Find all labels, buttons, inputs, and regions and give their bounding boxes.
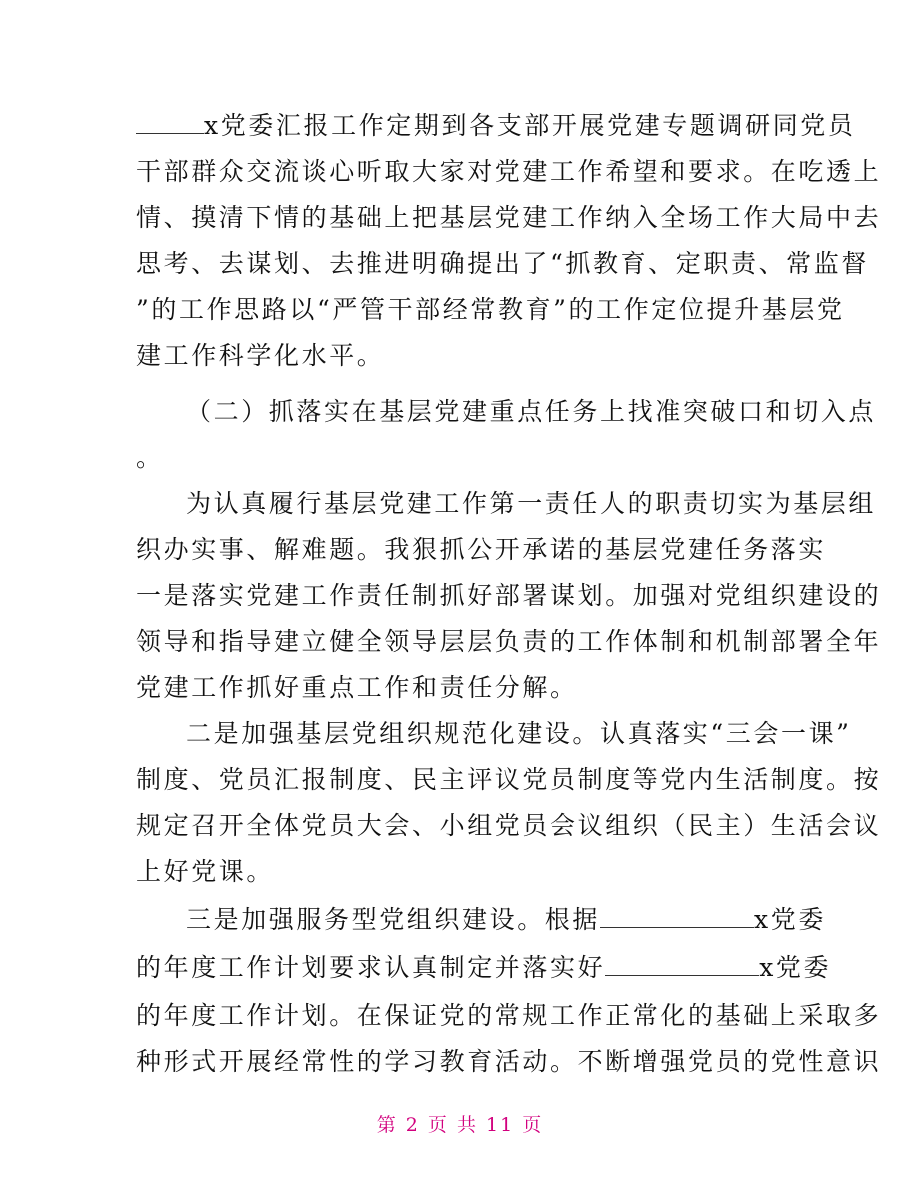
text-line-1: x党委汇报工作定期到各支部开展党建专题调研同党员 — [136, 104, 786, 148]
text-line-3: 情、摸清下情的基础上把基层党建工作纳入全场工作大局中去 — [136, 203, 882, 232]
text-line-6: 建工作科学化水平。 — [136, 341, 385, 370]
text-line-11: 一是落实党建工作责任制抓好部署谋划。加强对党组织建设的 — [136, 581, 882, 610]
text-line-20: 的年度工作计划。在保证党的常规工作正常化的基础上采取多 — [136, 1001, 882, 1030]
text-line-9: 为认真履行基层党建工作第一责任人的职责切实为基层组 — [186, 489, 877, 518]
text-line-4: 思考、去谋划、去推进明确提出了“抓教育、定职责、常监督 — [136, 249, 869, 278]
text-line-17: 上好党课。 — [136, 857, 275, 886]
text-line-16: 规定召开全体党员大会、小组党员会议组织（民主）生活会议 — [136, 811, 882, 840]
text-line-19: 的年度工作计划要求认真制定并落实好 x党委 — [136, 953, 832, 982]
fill-blank — [600, 909, 754, 928]
section-heading-2: （二）抓落实在基层党建重点任务上找准突破口和切入点 — [186, 397, 877, 426]
text-line-10: 织办实事、解难题。我狠抓公开承诺的基层党建任务落实 — [136, 535, 827, 564]
page-number-footer: 第 2 页 共 11 页 — [376, 1114, 544, 1136]
fill-blank — [136, 115, 204, 134]
text-line-15: 制度、党员汇报制度、民主评议党员制度等党内生活制度。按 — [136, 765, 882, 794]
text-line-5: ”的工作思路以“严管干部经常教育”的工作定位提升基层党 — [136, 295, 845, 324]
fill-blank — [605, 957, 759, 976]
text-line-12: 领导和指导建立健全领导层层负责的工作体制和机制部署全年 — [136, 627, 882, 656]
text-line-21: 种形式开展经常性的学习教育活动。不断增强党员的党性意识 — [136, 1047, 882, 1076]
text-line-13: 党建工作抓好重点工作和责任分解。 — [136, 673, 578, 702]
text-line-18: 三是加强服务型党组织建设。根据 x党委 — [186, 905, 826, 934]
text-line-8: 。 — [136, 443, 164, 472]
text-line-2: 干部群众交流谈心听取大家对党建工作希望和要求。在吃透上 — [136, 157, 882, 186]
text-line-14: 二是加强基层党组织规范化建设。认真落实“三会一课” — [186, 719, 852, 748]
